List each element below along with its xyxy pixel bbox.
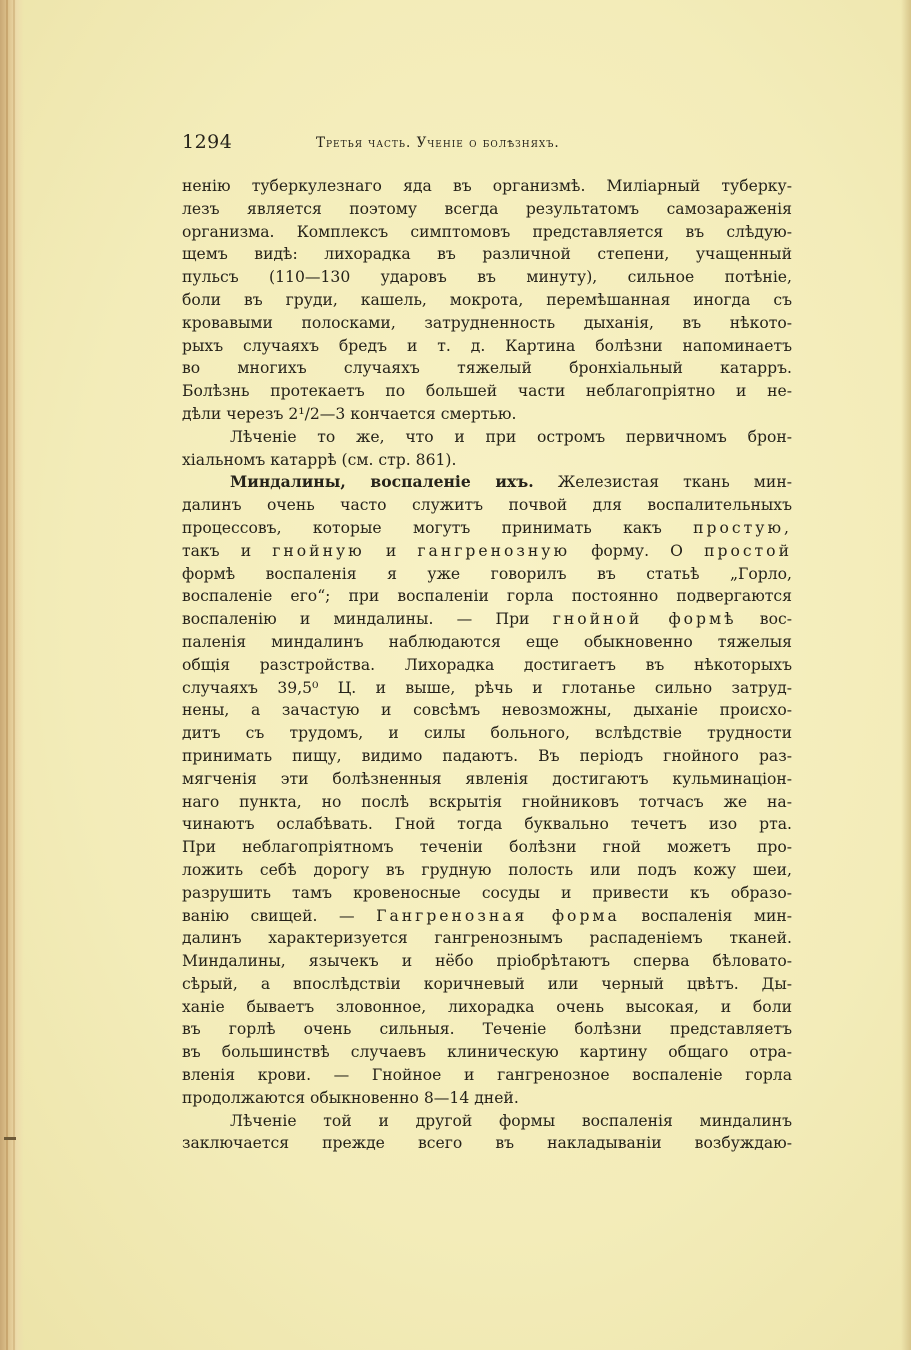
- text-line: пульсъ (110—130 ударовъ въ минуту), сильное потѣніе,: [182, 268, 792, 287]
- text-line: Болѣзнь протекаетъ по большей части неблагопріятно и не-: [182, 382, 792, 401]
- text-line: [182, 517, 792, 540]
- spaced-term: гангренозную: [417, 541, 571, 560]
- text-line: кровавыми полосками, затрудненность дыханія, въ нѣкото-: [182, 313, 792, 332]
- text-line: организма. Комплексъ симптомовъ представляется въ слѣдую-: [182, 222, 792, 241]
- page-header: [182, 131, 742, 157]
- text-fragment: процессовъ, которые могутъ принимать какъ: [182, 518, 662, 537]
- text-line: ненію туберкулезнаго яда въ организмѣ. Миліарный туберку-: [182, 177, 792, 195]
- text-line: далинъ очень часто служитъ почвой для воспалительныхъ: [182, 496, 792, 515]
- text-line: [182, 905, 792, 928]
- text-fragment: формѣ: [182, 564, 236, 583]
- text-line: лезъ является поэтому всегда результатомъ самозараженія: [182, 199, 792, 218]
- text-fragment: такъ и: [182, 541, 252, 560]
- spaced-term: простой: [704, 541, 792, 560]
- spaced-term: Гангренозная форма: [376, 906, 620, 925]
- book-spine-shadow: [0, 0, 24, 1350]
- text-line: [182, 540, 792, 563]
- text-line: Миндалины, язычекъ и нёбо пріобрѣтаютъ сперва бѣловато-: [182, 952, 792, 971]
- text-fragment: ванію свищей. —: [182, 906, 355, 925]
- text-line: щемъ видѣ: лихорадка въ различной степени, учащенный: [182, 245, 792, 264]
- text-line: чинаютъ ослабѣвать. Гной тогда буквально течетъ изо рта.: [182, 815, 792, 834]
- text-line: Лѣченіе той и другой формы воспаленія миндалинъ: [230, 1111, 792, 1130]
- text-line: общія разстройства. Лихорадка достигаетъ въ нѣкоторыхъ: [182, 655, 792, 674]
- spaced-term: простую,: [693, 518, 792, 537]
- text-line: заключается прежде всего въ накладываніи возбуждаю-: [182, 1134, 792, 1153]
- text-line: продолжаются обыкновенно 8—14 дней.: [182, 1088, 519, 1107]
- spaced-term: гнойную: [272, 541, 365, 560]
- text-line: въ большинствѣ случаевъ клиническую картину общаго отра-: [182, 1043, 792, 1062]
- text-line: ложить себѣ дорогу въ грудную полость или подъ кожу шеи,: [182, 860, 792, 879]
- text-line: [182, 563, 792, 586]
- running-head: Третья часть. Ученіе о болѣзняхъ.: [316, 135, 560, 151]
- text-line: воспаленіе его“; при воспаленіи горла постоянно подвергаются: [182, 587, 792, 606]
- margin-mark: [4, 1137, 16, 1140]
- text-line: сѣрый, а впослѣдствіи коричневый или черный цвѣтъ. Ды-: [182, 974, 792, 993]
- text-fragment: воспаленію и миндалины. — При: [182, 610, 530, 629]
- page-number: 1294: [182, 131, 233, 153]
- body-text: [182, 175, 792, 1155]
- text-line: нены, а зачастую и совсѣмъ невозможны, дыханіе происхо-: [182, 701, 792, 720]
- text-line: во многихъ случаяхъ тяжелый бронхіальный катарръ.: [182, 359, 792, 378]
- text-fragment: вос-: [759, 610, 792, 629]
- section-heading: Миндалины, воспаленіе ихъ.: [230, 472, 534, 492]
- text-fragment: форму. О: [591, 541, 683, 560]
- text-line: дитъ съ трудомъ, и силы больного, вслѣдствіе трудности: [182, 724, 792, 743]
- text-line: наго пункта, но послѣ вскрытія гнойниковъ тотчасъ же на-: [182, 792, 792, 811]
- text-line: вленія крови. — Гнойное и гангренозное воспаленіе горла: [182, 1066, 792, 1085]
- text-line: мягченія эти болѣзненныя явленія достигаютъ кульминаціон-: [182, 769, 792, 788]
- text-line: дѣли черезъ 2¹/2—3 кончается смертью.: [182, 404, 517, 423]
- text-line: При неблагопріятномъ теченіи болѣзни гной можетъ про-: [182, 838, 792, 857]
- text-line: [182, 608, 792, 631]
- text-fragment: воспаленія мин-: [641, 906, 793, 925]
- text-line: рыхъ случаяхъ бредъ и т. д. Картина болѣзни напоминаетъ: [182, 336, 792, 355]
- text-line: случаяхъ 39,5⁰ Ц. и выше, рѣчь и глотанье сильно затруд-: [182, 678, 792, 697]
- text-line: паленія миндалинъ наблюдаются еще обыкновенно тяжелыя: [182, 632, 792, 651]
- page-edge-shadow: [901, 0, 911, 1350]
- text-fragment: воспаленія я уже говорилъ въ статьѣ „Горло,: [265, 564, 792, 583]
- text-fragment: и: [385, 541, 397, 560]
- text-fragment: Железистая ткань мин-: [557, 473, 792, 492]
- text-line: Лѣченіе то же, что и при остромъ первичномъ брон-: [230, 427, 792, 446]
- text-line: хіальномъ катаррѣ (см. стр. 861).: [182, 450, 457, 469]
- text-line: разрушить тамъ кровеносные сосуды и привести къ образо-: [182, 883, 792, 902]
- text-line: принимать пищу, видимо падаютъ. Въ періодъ гнойного раз-: [182, 746, 792, 765]
- binding-edge-line: [13, 0, 15, 1350]
- binding-edge-line: [6, 0, 8, 1350]
- spaced-term: гнойной формѣ: [552, 610, 737, 629]
- text-line-heading: [182, 471, 792, 494]
- text-line: боли въ груди, кашель, мокрота, перемѣшанная иногда съ: [182, 290, 792, 309]
- text-line: ханіе бываетъ зловонное, лихорадка очень высокая, и боли: [182, 997, 792, 1016]
- text-line: далинъ характеризуется гангренознымъ распаденіемъ тканей.: [182, 929, 792, 948]
- text-line: въ горлѣ очень сильныя. Теченіе болѣзни представляетъ: [182, 1020, 792, 1039]
